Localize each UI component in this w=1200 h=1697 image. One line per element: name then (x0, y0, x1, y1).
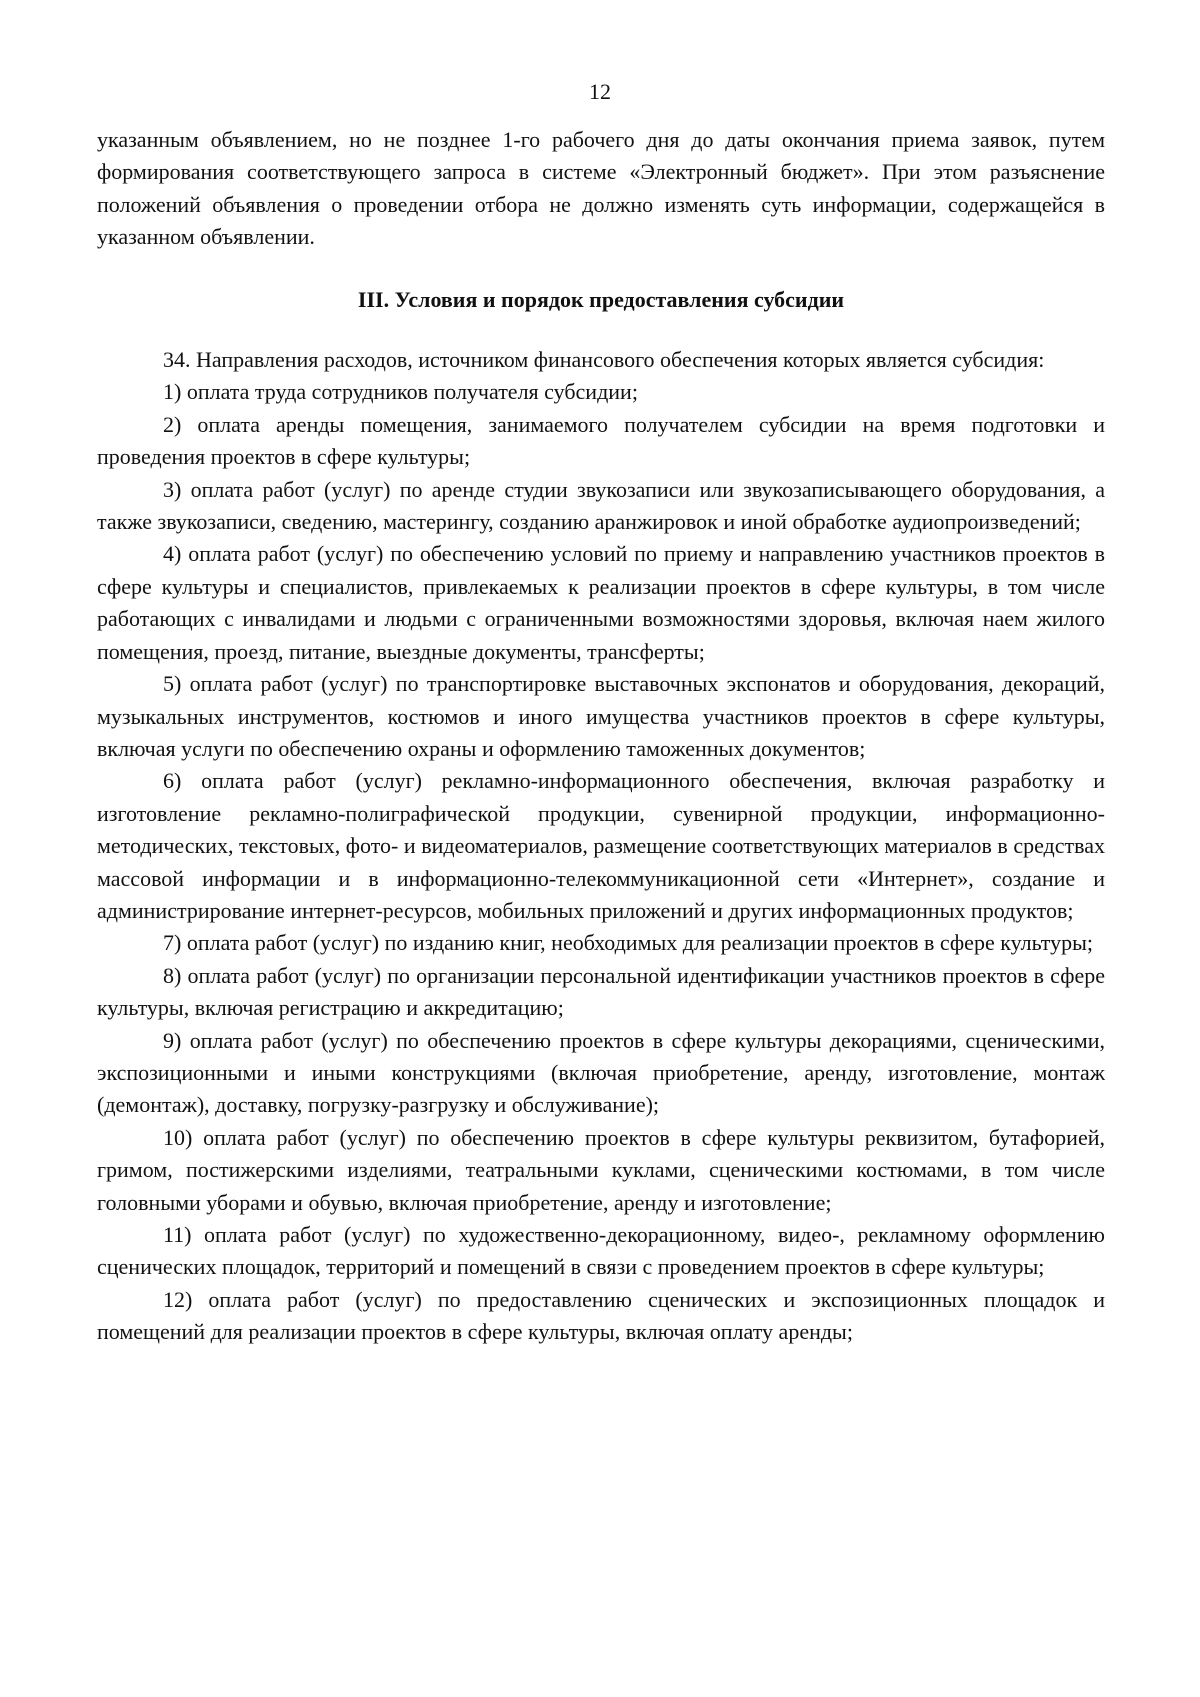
section-heading: III. Условия и порядок предоставления субсидии (357, 286, 845, 312)
list-item: 11) оплата работ (услуг) по художественно-декорационному, видео-, рекламному оформлению сценических площадок, территорий и помещений в связи с проведением проектов в сфере культуры; (97, 1222, 1105, 1280)
list-item: 4) оплата работ (услуг) по обеспечению условий по приему и направлению участников проектов в сфере культуры и специалистов, привлекаемых к реализации проектов в сфере культуры, в том числе работающих с инвалидами и людьми с ограниченными возможностями здоровья, включая наем жилого помещения, проезд, питание, выездные документы, трансферты; (97, 541, 1105, 664)
clause-34: 34. Направления расходов, источником финансового обеспечения которых является субсидия: (163, 347, 1045, 373)
list-item: 5) оплата работ (услуг) по транспортировке выставочных экспонатов и оборудования, декораций, музыкальных инструментов, костюмов и иного имущества участников проектов в сфере культуры, включая услуги по обеспечению охраны и оформлению таможенных документов; (97, 671, 1105, 761)
intro-paragraph: указанным объявлением, но не позднее 1-го рабочего дня до даты окончания приема заявок, путем формирования соответствующего запроса в системе «Электронный бюджет». При этом разъяснение положений объявления о проведении отбора не должно изменять суть информации, содержащейся в указанном объявлении. (97, 127, 1105, 250)
list-item: 7) оплата работ (услуг) по изданию книг, необходимых для реализации проектов в сфере культуры; (163, 930, 1094, 956)
document-body (97, 124, 1105, 1349)
list-item: 10) оплата работ (услуг) по обеспечению проектов в сфере культуры реквизитом, бутафорией, гримом, постижерскими изделиями, театральными куклами, сценическими костюмами, в том числе головными уборами и обувью, включая приобретение, аренду и изготовление; (97, 1124, 1105, 1215)
list-item: 2) оплата аренды помещения, занимаемого получателем субсидии на время подготовки и проведения проектов в сфере культуры; (97, 411, 1105, 470)
list-item: 6) оплата работ (услуг) рекламно-информационного обеспечения, включая разработку и изготовление рекламно-полиграфической продукции, сувенирной продукции, информационно-методических, текстовых, фото- и видеоматериалов, размещение соответствующих материалов в средствах массовой информации и в информационно-телекоммуникационной сети «Интернет», создание и администрирование интернет-ресурсов, мобильных приложений и других информационных продуктов; (97, 768, 1105, 923)
list-item: 8) оплата работ (услуг) по организации персональной идентификации участников проектов в сфере культуры, включая регистрацию и аккредитацию; (97, 962, 1105, 1021)
list-item: 12) оплата работ (услуг) по предоставлению сценических и экспозиционных площадок и помещений для реализации проектов в сфере культуры, включая оплату аренды; (97, 1286, 1105, 1345)
list-item: 1) оплата труда сотрудников получателя субсидии; (163, 379, 638, 405)
page-number: 12 (589, 79, 611, 104)
list-item: 9) оплата работ (услуг) по обеспечению проектов в сфере культуры декорациями, сценическими, экспозиционными и иными конструкциями (включая приобретение, аренду, изготовление, монтаж (демонтаж), доставку, погрузку-разгрузку и обслуживание); (97, 1027, 1105, 1118)
list-item: 3) оплата работ (услуг) по аренде студии звукозаписи или звукозаписывающего оборудования, а также звукозаписи, сведению, мастерингу, созданию аранжировок и иной обработке аудиопроизведений; (97, 476, 1105, 535)
